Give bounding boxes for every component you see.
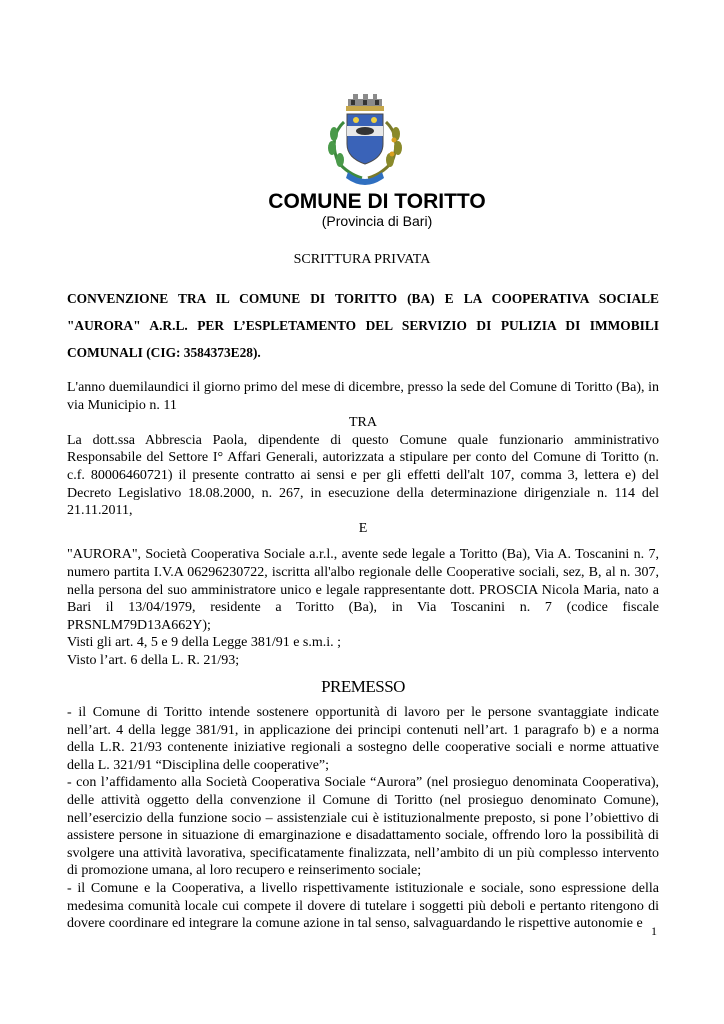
visto-line: Visto l’art. 6 della L. R. 21/93; xyxy=(67,652,240,668)
page-number: 1 xyxy=(651,924,657,938)
province-subtitle: (Provincia di Bari) xyxy=(321,213,433,229)
municipality-title: COMUNE DI TORITTO xyxy=(268,190,486,213)
coat-of-arms-icon xyxy=(318,92,412,190)
e-label: E xyxy=(358,520,368,536)
document-body xyxy=(67,379,659,933)
document-type: SCRITTURA PRIVATA xyxy=(293,252,431,267)
party-two-paragraph: "AURORA", Società Cooperativa Sociale a.r.l., avente sede legale a Toritto (Ba), Via A. Toscanini n. 7, numero partita I.V.A 06296230722, iscritta all'albo regionale delle Cooperative sociali, sez, B, al n. 307, nella persona del suo amministratore unico e legale rappresentante dott. PROSCIA Nicola Maria, nato a Bari il 13/04/1979, residente a Toritto (Ba), in Via Toscanini n. 7 (codice fiscale PRSNLM79D13A662Y); xyxy=(67,547,659,633)
premesso-item-2: - con l’affidamento alla Società Cooperativa Sociale “Aurora” (nel prosieguo denominata Cooperativa), delle attività oggetto della convenzione il Comune di Toritto (nel prosieguo denominato Comune), nell’esercizio della funzione socio – assistenziale cui è istituzionalmente preposto, si pone l’obiettivo di assistere persone in situazione di emarginazione e disadattamento sociale, offrendo loro la possibilità di svolgere una attività lavorativa, specificatamente finalizzata, nell’ambito di un più complesso intervento di promozione umana, al loro recupero e reinserimento sociale; xyxy=(67,775,659,879)
tra-label: TRA xyxy=(349,415,377,431)
intro-paragraph: L'anno duemilaundici il giorno primo del mese di dicembre, presso la sede del Comune di Toritto (Ba), in via Municipio n. 11 xyxy=(67,380,659,413)
premesso-item-3: - il Comune e la Cooperativa, a livello rispettivamente istituzionale e sociale, sono espressione della medesima comunità locale cui compete il dovere di tutelare i soggetti più deboli e pertanto ritengono di dovere coordinare ed integrare la comune azione in tal senso, salvaguardando le rispettive autonomie e xyxy=(67,881,659,932)
premesso-heading: PREMESSO xyxy=(321,676,405,696)
convention-title: CONVENZIONE TRA IL COMUNE DI TORITTO (BA) E LA COOPERATIVA SOCIALE "AURORA" A.R.L. PER L’ESPLETAMENTO DEL SERVIZIO DI PULIZIA DI IMMOBILI COMUNALI (CIG: 3584373E28). xyxy=(67,291,659,360)
visti-line: Visti gli art. 4, 5 e 9 della Legge 381/91 e s.m.i. ; xyxy=(67,635,342,651)
premesso-item-1: - il Comune di Toritto intende sostenere opportunità di lavoro per le persone svantaggiate indicate nell’art. 4 della legge 381/91, in applicazione dei principi contenuti nell’art. 1 paragrafo b) e a norma della L.R. 21/93 contenente iniziative regionali a sostegno delle cooperative sociali e norme attuative della L. 321/91 “Disciplina delle cooperative”; xyxy=(67,705,659,773)
party-one-paragraph: La dott.ssa Abbrescia Paola, dipendente di questo Comune quale funzionario amministrativo Responsabile del Settore I° Affari Generali, autorizzata a stipulare per conto del Comune di Toritto (n. c.f. 80006460721) il presente contratto ai sensi e per gli effetti dell'alt 107, comma 3, lettera e) del Decreto Legislativo 18.08.2000, n. 267, in esecuzione della determinazione dirigenziale n. 114 del 21.11.2011, xyxy=(67,432,659,519)
